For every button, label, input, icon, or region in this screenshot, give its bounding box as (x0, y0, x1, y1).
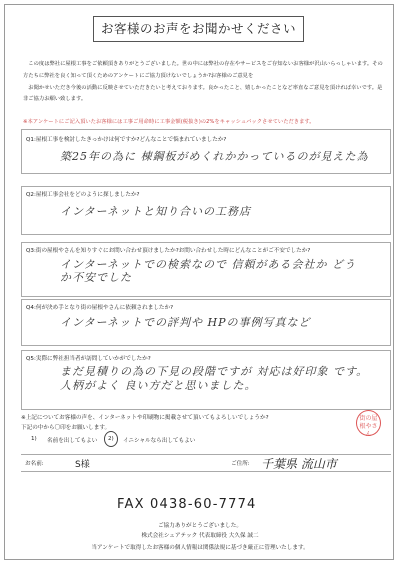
survey-sheet (4, 4, 394, 560)
name-address-row (21, 454, 391, 472)
intro-paragraph-1: この度は弊社に屋根工事をご依頼頂きありがとうございました。世の中には弊社の存在やサービスをご存知ないお客様が沢山いらっしゃいます。その方たちに弊社を良く知って頂くためのアンケートにご協力頂けないでしょうか?お客様のご意見を (23, 61, 383, 79)
cashback-note: ※本アンケートにご記入頂いたお客様には工事ご用命時に工事金額(税抜き)の2%をキャッシュバックさせていただきます。 (23, 119, 315, 125)
question-3-label: Q3:街の屋根やさんを知りすぐにお問い合わせ頂けましたか?お問い合わせした時にどんなことがご不安でしたか? (26, 248, 311, 254)
consent-option-initial: イニシャルなら出してもよい (123, 438, 196, 444)
name-value: S様 (75, 460, 90, 470)
question-2-label: Q2:屋根工事会社をどのように探しましたか? (26, 192, 140, 198)
address-label: ご住所: (231, 461, 250, 467)
company-stamp: 街の屋根やさん (356, 410, 381, 436)
question-5-answer: まだ見積りの為の下見の段階ですが 対応は好印象 です。 人柄がよく 良い方だと思いました。 (60, 365, 369, 392)
question-1-answer: 築25年の為に 棟鋼板がめくれかかっているのが見えた為 (60, 150, 369, 163)
privacy-note: 当アンケートで取得したお客様の個人情報は関係法規に基づき厳正に管理いたします。 (91, 545, 309, 551)
company-signature: 株式会社シェアテック 代表取締役 大久保 誠二 (141, 533, 259, 539)
question-2-answer: インターネットと知り合いの工務店 (60, 205, 252, 218)
address-value: 千葉県 流山市 (261, 457, 337, 471)
intro-paragraph-2: お聞かせいただき今後の活動に反映させていただきたいと考えております。良かったこと、嬉しかったことなど率直なご意見を頂ければ幸いです。是非ご協力お願い致します。 (23, 84, 383, 103)
question-1-label: Q1:屋根工事を検討したきっかけは何ですか?どんなことで悩まれていましたか? (26, 137, 227, 143)
fax-number: FAX 0438-60-7774 (117, 497, 257, 512)
name-label: お名前: (25, 461, 44, 467)
question-4-label: Q4:何が決め手となり街の屋根やさんに依頼されましたか? (26, 305, 174, 311)
survey-title: お客様のお声をお聞かせください (93, 16, 304, 42)
intro-text (23, 59, 385, 106)
question-4-answer: インターネットでの評判や HPの事例写真など (60, 316, 311, 329)
question-box-5 (21, 350, 391, 410)
question-box-4 (21, 299, 391, 346)
question-5-label: Q5:実際に弊社担当者が訪問していかがでしたか? (26, 356, 151, 362)
question-box-2 (21, 186, 391, 235)
question-box-1 (21, 129, 391, 174)
consent-option-1-mark: 1) (31, 436, 37, 442)
thanks-text: ご協力ありがとうございました。 (158, 523, 242, 529)
consent-instruction: 下記の中から〇印をお願いします。 (21, 425, 111, 431)
consent-option-2-mark: 2) (108, 436, 114, 442)
question-3-answer: インターネットでの検索なので 信頼がある会社か どうか不安でした (60, 258, 357, 284)
question-box-3 (21, 242, 391, 297)
consent-option-name: 名前を出してもよい (47, 438, 98, 444)
consent-question: ※上記についてお客様の声を、インターネットや印刷物に掲載させて頂いてもよろしいでしょうか? (21, 415, 269, 421)
